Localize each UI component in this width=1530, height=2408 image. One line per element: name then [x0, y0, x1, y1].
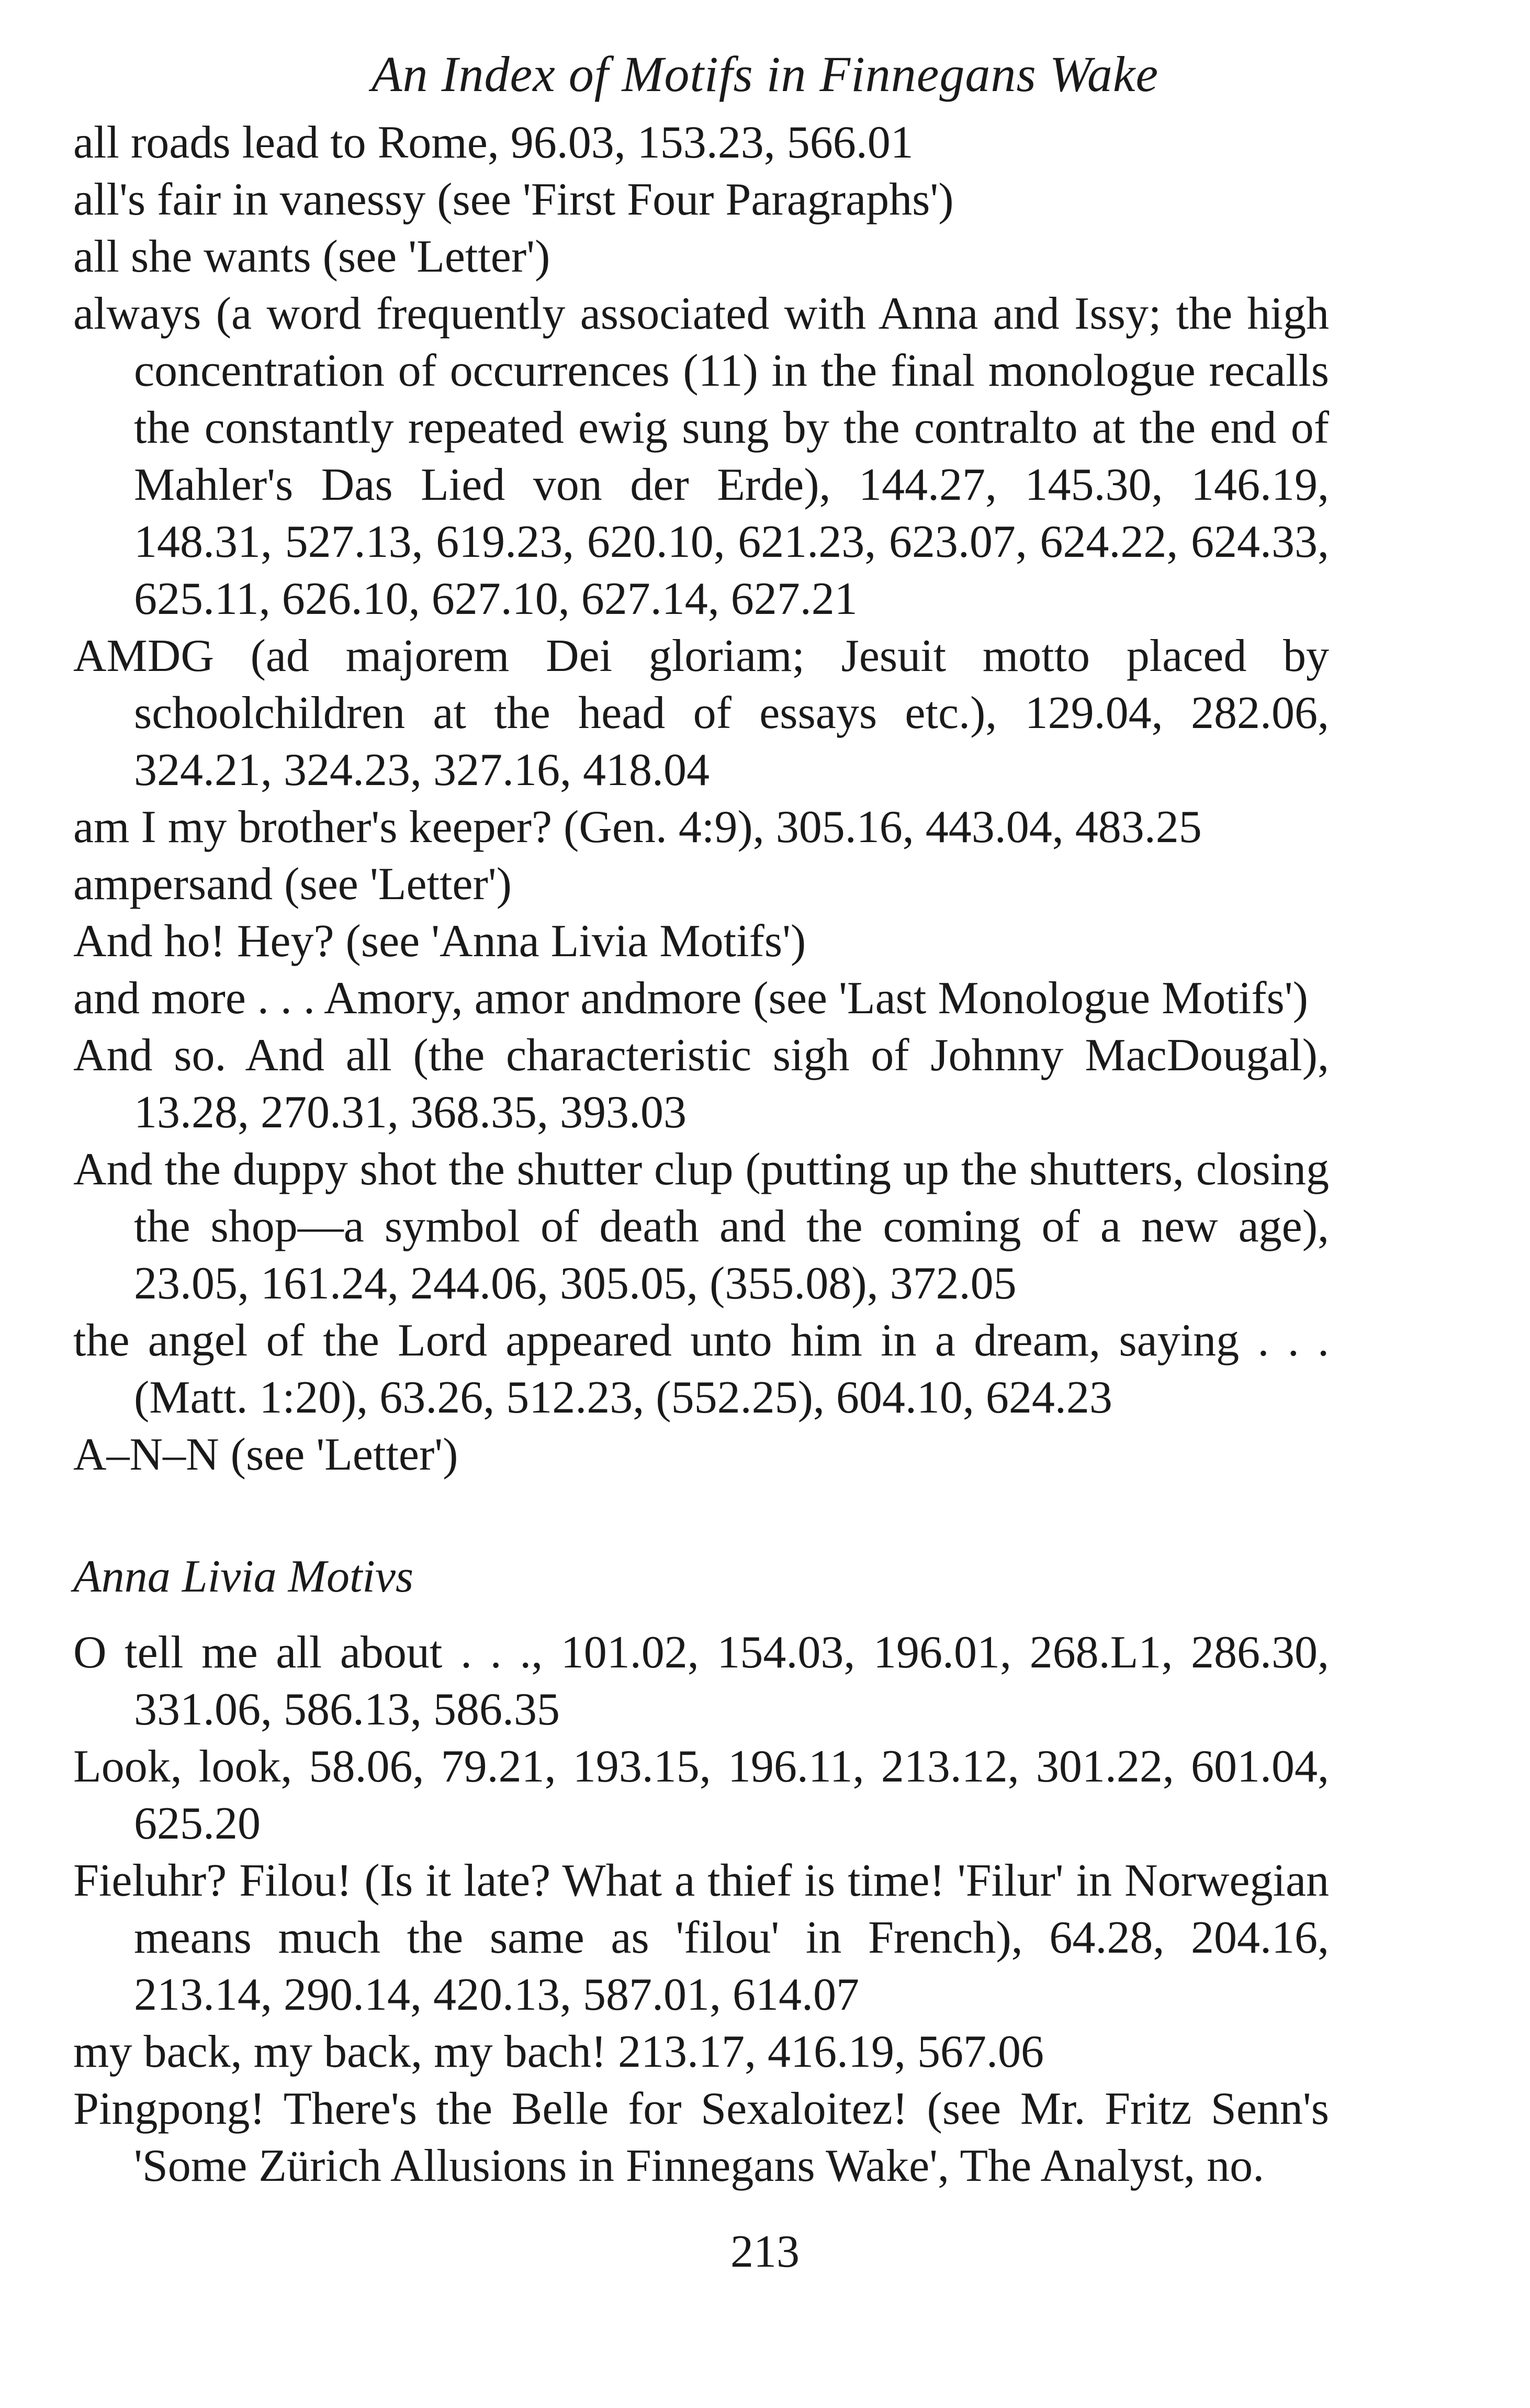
index-entry: ampersand (see 'Letter'): [73, 859, 512, 910]
index-entry: Fieluhr? Filou! (Is it late? What a thief is time! 'Filur' in Norwegian means much the same as 'filou' in French), 64.28, 204.16, 213.14, 290.14, 420.13, 587.01, 614.07: [73, 1855, 1329, 2020]
index-entry: am I my brother's keeper? (Gen. 4:9), 305.16, 443.04, 483.25: [73, 802, 1202, 853]
index-entry: my back, my back, my bach! 213.17, 416.19, 567.06: [73, 2026, 1044, 2077]
index-entry: and more . . . Amory, amor andmore (see 'Last Monologue Motifs'): [73, 973, 1308, 1024]
index-entry: all roads lead to Rome, 96.03, 153.23, 566.01: [73, 117, 914, 168]
index-entry: always (a word frequently associated with Anna and Issy; the high concentration of occurrences (11) in the final monologue recalls the constantly repeated ewig sung by the contralto at the end of Mahler's Das Lied von der Erde), 144.27, 145.30, 146.19, 148.31, 527.13, 619.23, 620.10, 621.23, 623.07, 624.22, 624.33, 625.11, 626.10, 627.10, 627.14, 627.21: [73, 288, 1329, 624]
index-body: [73, 114, 1329, 2194]
index-entry: the angel of the Lord appeared unto him in a dream, saying . . . (Matt. 1:20), 63.26, 512.23, (552.25), 604.10, 624.23: [73, 1315, 1329, 1423]
index-entry: O tell me all about . . ., 101.02, 154.03, 196.01, 268.L1, 286.30, 331.06, 586.13, 586.35: [73, 1627, 1329, 1735]
index-entry: all she wants (see 'Letter'): [73, 231, 550, 282]
index-entry: AMDG (ad majorem Dei gloriam; Jesuit motto placed by schoolchildren at the head of essays etc.), 129.04, 282.06, 324.21, 324.23, 327.16, 418.04: [73, 631, 1329, 796]
running-head: An Index of Motifs in Finnegans Wake: [371, 46, 1159, 102]
index-entry: Look, look, 58.06, 79.21, 193.15, 196.11, 213.12, 301.22, 601.04, 625.20: [73, 1741, 1329, 1849]
index-entry: And ho! Hey? (see 'Anna Livia Motifs'): [73, 916, 806, 967]
page-number: 213: [730, 2226, 800, 2277]
index-entry: And the duppy shot the shutter clup (putting up the shutters, closing the shop—a symbol of death and the coming of a new age), 23.05, 161.24, 244.06, 305.05, (355.08), 372.05: [73, 1144, 1329, 1309]
index-entry: all's fair in vanessy (see 'First Four Paragraphs'): [73, 174, 954, 225]
section-heading: Anna Livia Motivs: [73, 1551, 414, 1602]
index-entry: Pingpong! There's the Belle for Sexaloitez! (see Mr. Fritz Senn's 'Some Zürich Allusions in Finnegans Wake', The Analyst, no.: [73, 2084, 1329, 2191]
index-entry: And so. And all (the characteristic sigh of Johnny MacDougal), 13.28, 270.31, 368.35, 393.03: [73, 1030, 1329, 1138]
index-entry: A–N–N (see 'Letter'): [73, 1429, 458, 1480]
